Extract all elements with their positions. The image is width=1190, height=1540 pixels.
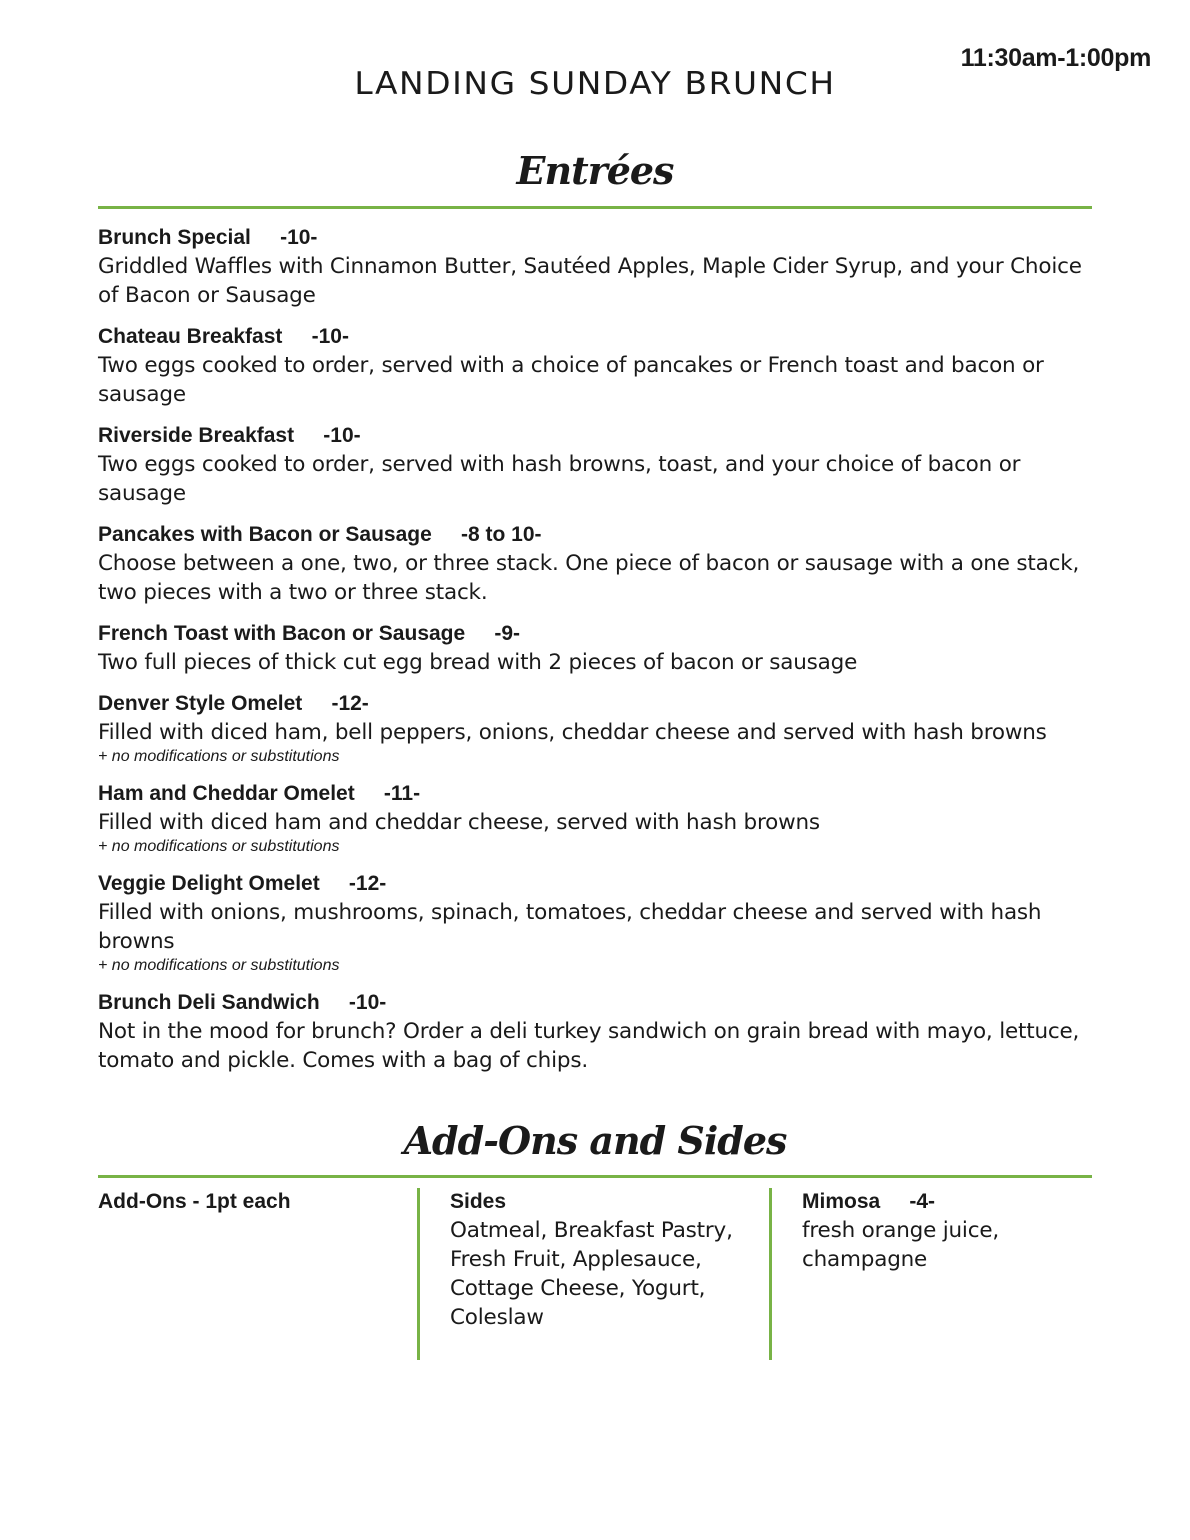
service-hours: 11:30am-1:00pm [960,44,1151,72]
item-note: + no modifications or substitutions [98,748,340,765]
column-body: fresh orange juice, champagne [802,1218,999,1272]
addons-column [98,1188,418,1360]
item-description: Two full pieces of thick cut egg bread with 2 pieces of bacon or sausage [98,650,858,675]
item-description: Griddled Waffles with Cinnamon Butter, Sautéed Apples, Maple Cider Syrup, and your Choice of Bacon or Sausage [98,254,1082,308]
item-description: Two eggs cooked to order, served with a choice of pancakes or French toast and bacon or sausage [98,353,1044,407]
entrees-heading: Entrées [516,148,674,193]
item-price: -11- [383,782,421,805]
item-heading [98,780,1088,808]
item-price: -10- [323,424,361,447]
item-name: Denver Style Omelet [98,692,303,715]
item-heading [98,620,1088,648]
item-description: Not in the mood for brunch? Order a deli turkey sandwich on grain bread with mayo, lettuce, tomato and pickle. Comes with a bag of chips. [98,1019,1080,1073]
item-name: Riverside Breakfast [98,424,295,447]
column-heading [802,1188,1092,1216]
entrees-divider [98,206,1092,209]
item-name: Pancakes with Bacon or Sausage [98,523,432,546]
item-price: -10- [348,991,387,1014]
column-title: Add-Ons - 1pt each [98,1190,291,1213]
item-price: -8 to 10- [460,523,542,546]
menu-item [98,224,1088,310]
item-description: Filled with diced ham and cheddar cheese, served with hash browns [98,810,820,835]
item-heading [98,521,1088,549]
menu-item [98,989,1088,1075]
item-name: Brunch Special [98,226,251,249]
entrees-list [98,224,1088,1088]
menu-item [98,521,1088,607]
addons-heading: Add-Ons and Sides [403,1118,787,1163]
menu-item [98,422,1088,508]
column-body: Oatmeal, Breakfast Pastry, Fresh Fruit, Applesauce, Cottage Cheese, Yogurt, Coleslaw [450,1218,733,1330]
item-price: -10- [311,325,349,348]
item-heading [98,989,1088,1017]
item-description: Filled with diced ham, bell peppers, onions, cheddar cheese and served with hash browns [98,720,1047,745]
menu-item [98,690,1088,767]
item-name: French Toast with Bacon or Sausage [98,622,466,645]
item-price: -12- [331,692,369,715]
item-description: Two eggs cooked to order, served with hash browns, toast, and your choice of bacon or sausage [98,452,1021,506]
item-heading [98,422,1088,450]
column-title: Sides [450,1190,507,1213]
item-price: -12- [348,872,387,895]
item-heading [98,224,1088,252]
item-description: Filled with onions, mushrooms, spinach, tomatoes, cheddar cheese and served with hash browns [98,900,1042,954]
item-price: -10- [280,226,318,249]
item-note: + no modifications or substitutions [98,838,340,855]
addons-divider [98,1175,1092,1178]
item-heading [98,870,1088,898]
item-note: + no modifications or substitutions [98,957,340,974]
item-name: Ham and Cheddar Omelet [98,782,355,805]
page-title: LANDING SUNDAY BRUNCH [354,66,836,102]
column-divider [417,1188,420,1360]
column-divider [769,1188,772,1360]
menu-item [98,870,1088,976]
item-name: Chateau Breakfast [98,325,283,348]
addons-columns [98,1188,1092,1360]
menu-item [98,620,1088,677]
item-name: Brunch Deli Sandwich [98,991,320,1014]
item-price: -9- [494,622,521,645]
item-heading [98,690,1088,718]
item-name: Veggie Delight Omelet [98,872,320,895]
item-description: Choose between a one, two, or three stack. One piece of bacon or sausage with a one stack, two pieces with a two or three stack. [98,551,1080,605]
sides-column [450,1188,750,1360]
menu-item [98,323,1088,409]
menu-item [98,780,1088,857]
item-heading [98,323,1088,351]
mimosa-column [802,1188,1092,1360]
column-title: Mimosa [802,1190,881,1213]
column-price: -4- [909,1190,936,1213]
